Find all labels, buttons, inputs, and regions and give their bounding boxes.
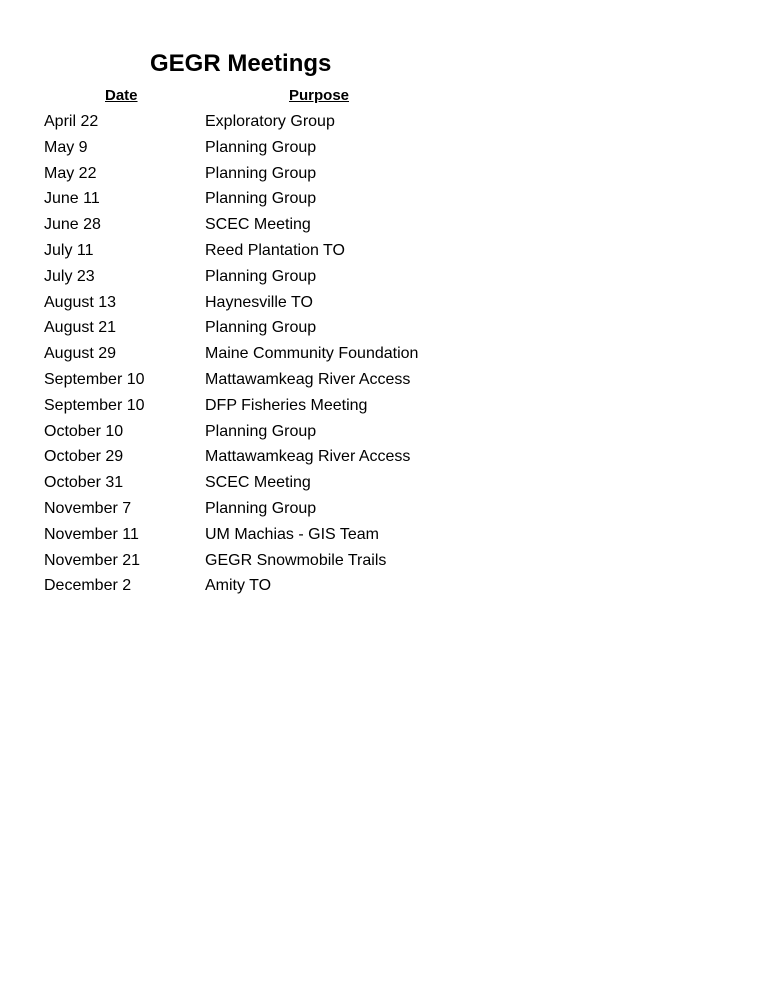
table-row — [0, 290, 766, 316]
meeting-purpose: Haynesville TO — [205, 293, 313, 311]
meeting-date: August 21 — [44, 319, 117, 337]
table-row — [0, 470, 766, 496]
meeting-purpose: Maine Community Foundation — [205, 345, 419, 363]
table-row — [0, 393, 766, 419]
meeting-date: July 23 — [44, 267, 95, 285]
meeting-purpose: Mattawamkeag River Access — [205, 370, 411, 388]
table-row — [0, 496, 766, 522]
table-row — [0, 264, 766, 290]
meeting-purpose: Exploratory Group — [205, 113, 335, 130]
meeting-date: April 22 — [44, 113, 99, 130]
meeting-date: November 11 — [44, 525, 139, 543]
meeting-purpose: GEGR Snowmobile Trails — [205, 551, 387, 569]
table-row — [0, 238, 766, 264]
meeting-date: August 13 — [44, 293, 117, 311]
table-row — [0, 419, 766, 445]
meeting-purpose: Planning Group — [205, 267, 317, 285]
meeting-date: October 31 — [44, 474, 124, 492]
meeting-date: May 22 — [44, 164, 97, 182]
table-row — [0, 315, 766, 341]
meeting-purpose: Planning Group — [205, 499, 317, 517]
table-row — [0, 212, 766, 238]
table-row — [0, 573, 766, 599]
meeting-purpose: Planning Group — [205, 138, 317, 156]
table-row — [0, 109, 766, 135]
meeting-purpose: Mattawamkeag River Access — [205, 448, 411, 466]
meeting-purpose: Planning Group — [205, 319, 317, 337]
meeting-purpose: SCEC Meeting — [205, 216, 311, 234]
meeting-date: June 28 — [44, 216, 101, 234]
meeting-date: November 21 — [44, 551, 141, 569]
meeting-date: May 9 — [44, 138, 88, 156]
meetings-table — [0, 109, 766, 599]
meeting-purpose: UM Machias - GIS Team — [205, 525, 379, 543]
meeting-date: November 7 — [44, 499, 132, 517]
meeting-purpose: Planning Group — [205, 422, 317, 440]
meeting-purpose: SCEC Meeting — [205, 474, 311, 492]
meeting-purpose: Amity TO — [205, 577, 272, 595]
meeting-date: September 10 — [44, 396, 145, 414]
table-row — [0, 444, 766, 470]
meeting-date: September 10 — [44, 370, 145, 388]
meeting-date: December 2 — [44, 577, 132, 595]
meeting-date: July 11 — [44, 241, 94, 259]
table-row — [0, 135, 766, 161]
meeting-purpose: Planning Group — [205, 164, 317, 182]
table-row — [0, 186, 766, 212]
meeting-date: August 29 — [44, 345, 117, 363]
meeting-purpose: Reed Plantation TO — [205, 241, 345, 259]
table-row — [0, 161, 766, 187]
meeting-date: June 11 — [44, 190, 100, 208]
meeting-purpose: DFP Fisheries Meeting — [205, 396, 368, 414]
table-row — [0, 341, 766, 367]
page-title: GEGR Meetings — [150, 50, 332, 77]
table-row — [0, 548, 766, 574]
purpose-column-header: Purpose — [289, 87, 350, 104]
meeting-purpose: Planning Group — [205, 190, 317, 208]
meeting-date: October 10 — [44, 422, 124, 440]
table-row — [0, 367, 766, 393]
table-row — [0, 522, 766, 548]
meeting-date: October 29 — [44, 448, 124, 466]
date-column-header: Date — [105, 87, 138, 104]
